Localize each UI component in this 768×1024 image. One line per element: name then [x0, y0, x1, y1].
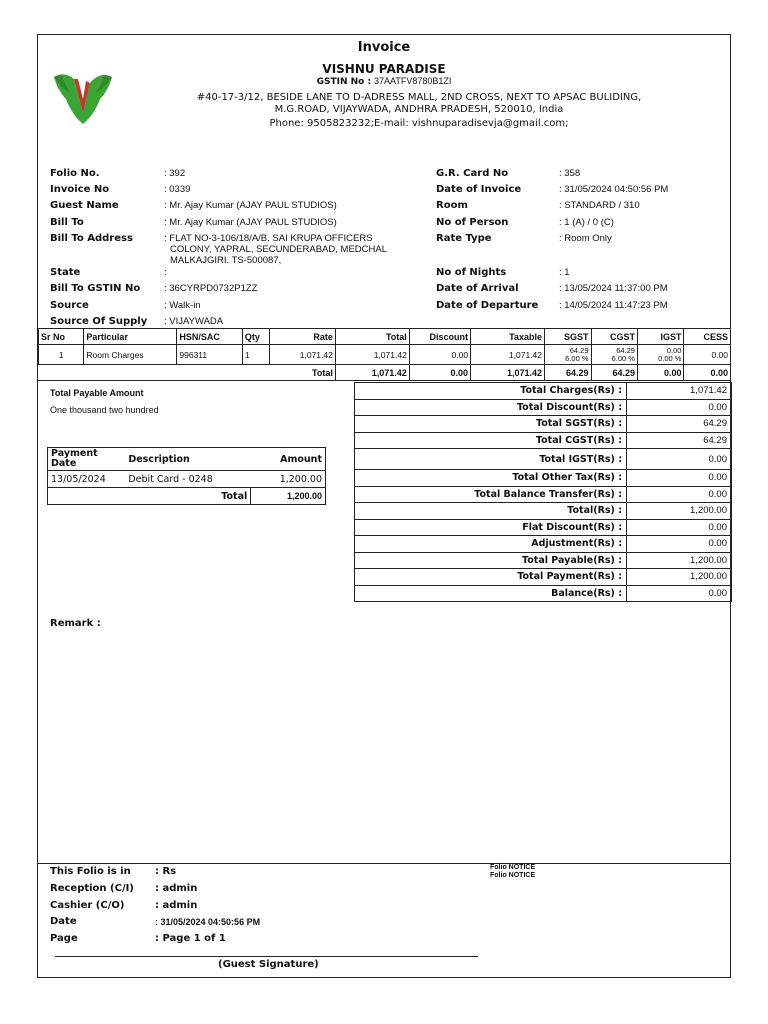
- cell-sgst: 64.29 6.00 %: [545, 345, 591, 365]
- hotel-name: VISHNU PARADISE: [322, 62, 446, 76]
- payments-header-date: Payment Date: [48, 448, 126, 471]
- payments-total-label: Total: [125, 488, 250, 505]
- table-row: [39, 345, 731, 365]
- payment-amount: 1,200.00: [251, 471, 326, 488]
- items-total-cess: 0.00: [684, 365, 731, 381]
- payments-header-amount: Amount: [251, 448, 326, 471]
- total-payable-label: Total Payable Amount: [50, 388, 144, 398]
- items-total-row: [39, 365, 731, 381]
- hotel-contact: Phone: 9505823232;E-mail: vishnuparadisevja@gmail.com;: [269, 118, 569, 129]
- col-header-particular: Particular: [84, 329, 177, 345]
- summary-row: Total Balance Transfer(Rs) : 0.00: [355, 486, 732, 503]
- summary-table: [354, 382, 732, 602]
- date-of-departure-label: Date of Departure: [436, 300, 539, 311]
- bill-to-address-label: Bill To Address: [50, 233, 133, 244]
- guest-name-value: : Mr. Ajay Kumar (AJAY PAUL STUDIOS): [164, 200, 337, 211]
- document-title: Invoice: [357, 40, 411, 55]
- cell-particular: Room Charges: [84, 345, 177, 365]
- state-value: :: [164, 267, 167, 278]
- date-of-departure-value: : 14/05/2024 11:47:23 PM: [559, 300, 668, 311]
- summary-row: Total Payment(Rs) : 1,200.00: [355, 569, 732, 586]
- reception-label: Reception (C/I): [50, 883, 134, 894]
- summary-row: Total Discount(Rs) : 0.00: [355, 399, 732, 416]
- summary-row: Balance(Rs) : 0.00: [355, 585, 732, 602]
- cell-cess: 0.00: [684, 345, 731, 365]
- source-label: Source: [50, 300, 89, 311]
- summary-row: Total Other Tax(Rs) : 0.00: [355, 470, 732, 487]
- date-of-invoice-value: : 31/05/2024 04:50:56 PM: [559, 184, 669, 195]
- invoice-no-label: Invoice No: [50, 184, 110, 195]
- payments-header-description: Description: [125, 448, 250, 471]
- bill-to-label: Bill To: [50, 217, 84, 228]
- payments-total-row: [48, 488, 326, 505]
- col-header-discount: Discount: [409, 329, 470, 345]
- page-value: : Page 1 of 1: [155, 933, 226, 944]
- date-of-invoice-label: Date of Invoice: [436, 184, 522, 195]
- folio-currency-label: This Folio is in: [50, 866, 131, 877]
- summary-row: Total IGST(Rs) : 0.00: [355, 449, 732, 470]
- state-label: State: [50, 267, 81, 278]
- no-of-nights-label: No of Nights: [436, 267, 507, 278]
- items-total-total: 1,071.42: [335, 365, 409, 381]
- total-payable-words: One thousand two hundred: [50, 405, 159, 415]
- cell-hsn: 996311: [177, 345, 243, 365]
- payment-date: 13/05/2024: [48, 471, 126, 488]
- source-value: : Walk-in: [164, 300, 201, 311]
- footer-date-label: Date: [50, 916, 77, 927]
- invoice-page: [37, 34, 731, 978]
- footer-date-value: : 31/05/2024 04:50:56 PM: [155, 917, 261, 927]
- gr-card-no-label: G.R. Card No: [436, 168, 509, 179]
- source-of-supply-label: Source Of Supply: [50, 316, 148, 327]
- gr-card-no-value: : 358: [559, 168, 581, 179]
- col-header-rate: Rate: [270, 329, 336, 345]
- col-header-total: Total: [335, 329, 409, 345]
- payment-description: Debit Card - 0248: [128, 473, 213, 485]
- cashier-label: Cashier (C/O): [50, 900, 125, 911]
- section-divider: [38, 380, 731, 381]
- cell-total: 1,071.42: [335, 345, 409, 365]
- summary-row: Total(Rs) : 1,200.00: [355, 503, 732, 520]
- cell-igst: 0.00 0.00 %: [637, 345, 683, 365]
- col-header-taxable: Taxable: [471, 329, 545, 345]
- items-total-taxable: 1,071.42: [471, 365, 545, 381]
- items-total-sgst: 64.29: [545, 365, 591, 381]
- summary-row: Total CGST(Rs) : 64.29: [355, 432, 732, 449]
- folio-no-value: : 392: [164, 168, 186, 179]
- footer-divider: [38, 863, 731, 864]
- payments-table: [47, 447, 326, 505]
- payments-header-row: [48, 448, 326, 471]
- col-header-hsn: HSN/SAC: [177, 329, 243, 345]
- summary-row: Total Charges(Rs) : 1,071.42: [355, 383, 732, 400]
- reception-value: : admin: [155, 883, 198, 894]
- items-total-igst: 0.00: [637, 365, 683, 381]
- rate-type-label: Rate Type: [436, 233, 492, 244]
- bill-to-gstin-value: : 36CYRPD0732P1ZZ: [164, 283, 258, 294]
- cashier-value: : admin: [155, 900, 198, 911]
- col-header-qty: Qty: [242, 329, 269, 345]
- summary-row: Adjustment(Rs) : 0.00: [355, 536, 732, 553]
- items-total-label: Total: [39, 365, 336, 381]
- summary-row: Total Payable(Rs) : 1,200.00: [355, 552, 732, 569]
- hotel-gstin: GSTIN No : 37AATFV8780B1ZI: [316, 76, 452, 87]
- invoice-no-value: : 0339: [164, 184, 191, 195]
- source-of-supply-value: : VIJAYWADA: [164, 316, 224, 327]
- guest-signature-label: (Guest Signature): [218, 959, 319, 970]
- col-header-igst: IGST: [637, 329, 683, 345]
- room-label: Room: [436, 200, 468, 211]
- items-table: [38, 328, 731, 381]
- cell-discount: 0.00: [409, 345, 470, 365]
- folio-notice: Folio NOTICE Folio NOTICE: [490, 864, 536, 879]
- date-of-arrival-value: : 13/05/2024 11:37:00 PM: [559, 283, 668, 294]
- cell-sr: 1: [39, 345, 84, 365]
- folio-no-label: Folio No.: [50, 168, 100, 179]
- payments-total-amount: 1,200.00: [251, 488, 326, 505]
- summary-row: Total SGST(Rs) : 64.29: [355, 416, 732, 433]
- table-row: [48, 471, 326, 488]
- folio-currency-value: : Rs: [155, 866, 177, 877]
- col-header-cess: CESS: [684, 329, 731, 345]
- cell-rate: 1,071.42: [270, 345, 336, 365]
- signature-line: [55, 956, 478, 957]
- no-of-person-label: No of Person: [436, 217, 509, 228]
- col-header-cgst: CGST: [591, 329, 637, 345]
- items-total-discount: 0.00: [409, 365, 470, 381]
- no-of-nights-value: : 1: [559, 267, 570, 278]
- page-label: Page: [50, 933, 78, 944]
- items-header-row: [39, 329, 731, 345]
- cell-cgst: 64.29 6.00 %: [591, 345, 637, 365]
- hotel-address: #40-17-3/12, BESIDE LANE TO D-ADRESS MALL, 2ND CROSS, NEXT TO APSAC BULIDING, M.G.ROAD, VIJAYWADA, ANDHRA PRADESH, 520010, India: [196, 92, 642, 115]
- bill-to-address-value: : FLAT NO-3-106/18/A/B. SAI KRUPA OFFICERS COLONY, YAPRAL, SECUNDERABAD, MEDCHAL MALKAJGIRI. TS-500087,: [164, 233, 387, 266]
- guest-name-label: Guest Name: [50, 200, 119, 211]
- cell-taxable: 1,071.42: [471, 345, 545, 365]
- bill-to-value: : Mr. Ajay Kumar (AJAY PAUL STUDIOS): [164, 217, 337, 228]
- col-header-sr-no: Sr No: [39, 329, 84, 345]
- cell-qty: 1: [242, 345, 269, 365]
- summary-row: Flat Discount(Rs) : 0.00: [355, 519, 732, 536]
- rate-type-value: : Room Only: [559, 233, 612, 244]
- col-header-sgst: SGST: [545, 329, 591, 345]
- room-value: : STANDARD / 310: [559, 200, 640, 211]
- no-of-person-value: : 1 (A) / 0 (C): [559, 217, 614, 228]
- date-of-arrival-label: Date of Arrival: [436, 283, 519, 294]
- bill-to-gstin-label: Bill To GSTIN No: [50, 283, 141, 294]
- remark-label: Remark :: [50, 618, 101, 629]
- items-total-cgst: 64.29: [591, 365, 637, 381]
